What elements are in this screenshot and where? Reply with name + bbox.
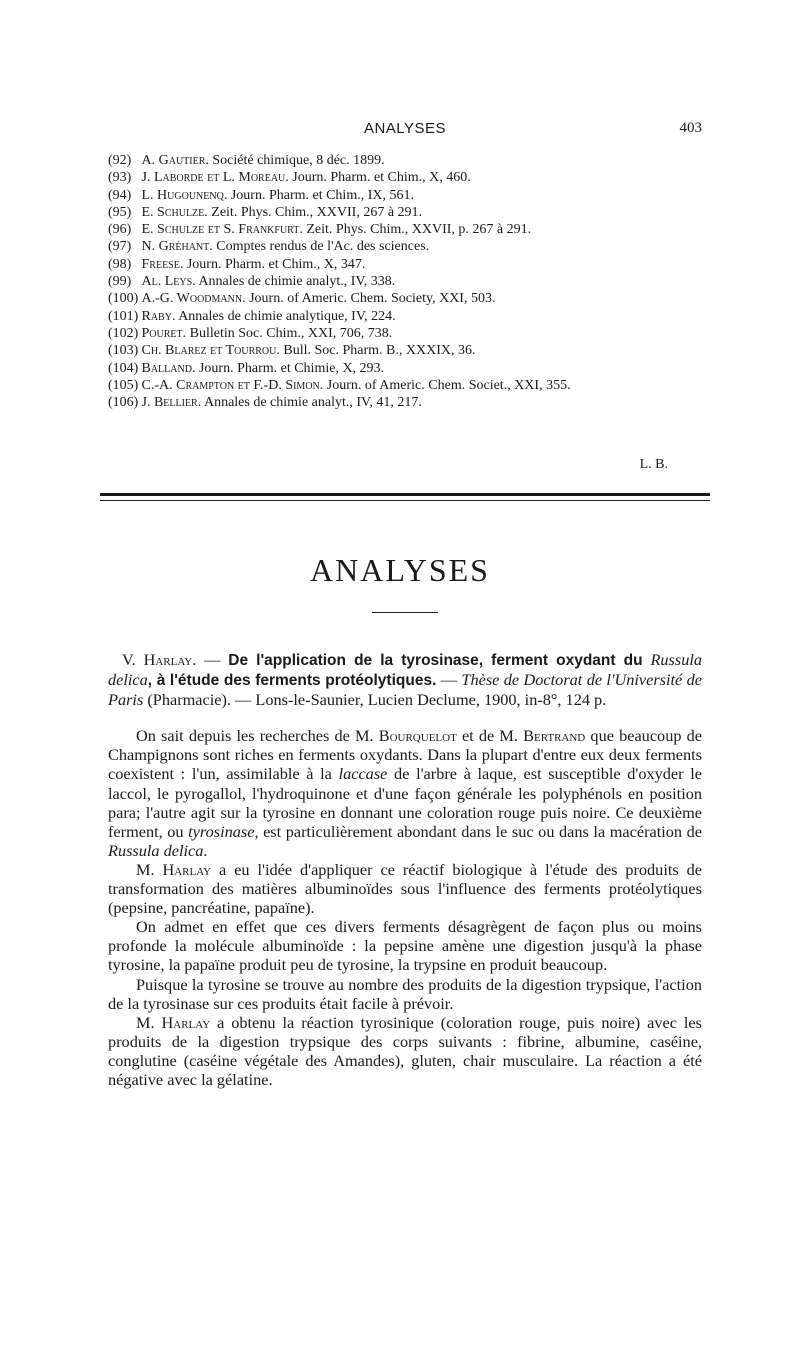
reference-item [108, 238, 702, 255]
title-underline [372, 612, 438, 613]
reference-number: (106) [108, 395, 139, 411]
reference-text: Zeit. Phys. Chim., XXVII, p. 267 à 291. [306, 222, 532, 238]
reference-item [108, 360, 702, 377]
reference-number: (93) [108, 170, 132, 186]
reference-number: (102) [108, 325, 139, 341]
reference-author: N. Gréhant. [141, 239, 213, 255]
entry-author: V. Harlay. [122, 650, 197, 669]
reference-item [108, 187, 702, 204]
reference-item [108, 273, 702, 290]
reference-text: Annales de chimie analyt., IV, 41, 217. [203, 395, 422, 411]
text-run: . [203, 840, 208, 860]
reference-author: Pouret. [141, 325, 187, 341]
reference-author: L. Hugounenq. [141, 187, 228, 203]
reference-item [108, 169, 702, 186]
text-run: a eu l'idée d'appliquer ce réactif biologique à l'étude des produits de transformation des matières albuminoïdes sous l'influence des ferments protéolytiques (pepsine, pancréatine, papaïne). [108, 859, 702, 918]
reference-item [108, 308, 702, 325]
section-title: ANALYSES [310, 552, 490, 588]
reference-number: (101) [108, 308, 139, 324]
reference-author: Freese. [141, 256, 184, 272]
reference-author: J. Laborde et L. Moreau. [141, 170, 289, 186]
text-run: que beaucoup de Champignons sont riches en ferments oxydants. Dans la plupart d'entre eux deux ferments coexistent : l'un, assimilable à la [108, 726, 702, 784]
reference-number: (105) [108, 377, 139, 393]
reference-text: Journ. Pharm. et Chim., X, 347. [186, 256, 366, 272]
text-run: a obtenu la réaction tyrosinique (coloration rouge, puis noire) avec les produits de la digestion trypsique des corps suivants : fibrine, albumine, caséine, conglutine (caséine végétale des Amandes), gluten, chair musculaire. La réaction a été négative avec la gélatine. [108, 1012, 702, 1089]
reference-author: J. Bellier. [141, 395, 202, 411]
italic-term: laccase [338, 764, 388, 784]
reference-item [108, 290, 702, 307]
section-divider-thin [100, 500, 710, 501]
paragraph [108, 1013, 702, 1089]
reference-text: Annales de chimie analyt., IV, 338. [198, 274, 396, 290]
reference-text: Journ. Pharm. et Chim., IX, 561. [230, 187, 414, 203]
reference-text: Journ. Pharm. et Chimie, X, 293. [198, 360, 385, 376]
reference-number: (99) [108, 274, 132, 290]
reference-item [108, 325, 702, 342]
person-name: Harlay [162, 859, 212, 879]
section-divider-thick [100, 493, 710, 496]
reference-item [108, 204, 702, 221]
reference-number: (100) [108, 291, 139, 307]
reference-text: Comptes rendus de l'Ac. des sciences. [216, 239, 430, 255]
reference-text: Bulletin Soc. Chim., XXI, 706, 738. [189, 325, 393, 341]
reference-text: Bull. Soc. Pharm. B., XXXIX, 36. [283, 343, 476, 359]
reference-number: (98) [108, 256, 132, 272]
reference-item [108, 342, 702, 359]
text-run: M. [136, 859, 163, 879]
reference-author: C.-A. Crampton et F.-D. Simon. [141, 377, 324, 393]
reference-number: (96) [108, 222, 132, 238]
reference-author: E. Schulze. [141, 204, 208, 220]
paragraph [108, 860, 702, 917]
entry-thesis: Thèse de Doctorat de l'Université de Paris [108, 670, 703, 710]
paragraph: Puisque la tyrosine se trouve au nombre des produits de la digestion trypsique, l'action de la tyrosinase sur ces produits était facile à prévoir. [108, 974, 702, 1013]
reference-item [108, 152, 702, 169]
reference-item [108, 377, 702, 394]
entry-details: (Pharmacie). — Lons-le-Saunier, Lucien Declume, 1900, in-8°, 124 p. [143, 690, 607, 710]
reference-item [108, 221, 702, 238]
reference-author: Ch. Blarez et Tourrou. [141, 343, 280, 359]
italic-term: tyrosinase [188, 821, 255, 841]
reference-author: Al. Leys. [141, 274, 196, 290]
article-body [108, 650, 702, 1089]
text-run: M. [136, 1012, 162, 1032]
running-head [108, 120, 702, 142]
reference-text: Annales de chimie analytique, IV, 224. [178, 308, 396, 324]
person-name: Harlay [161, 1012, 211, 1032]
person-name: Bourquelot [378, 726, 457, 746]
reference-author: A.-G. Woodmann. [141, 291, 246, 307]
entry-title-part2: , à l'étude des ferments protéolytiques. [147, 672, 437, 690]
entry-dash: — [196, 650, 229, 669]
reference-number: (92) [108, 153, 132, 168]
reference-number: (104) [108, 360, 139, 376]
text-run: et de M. [456, 726, 524, 746]
entry-dash: — [436, 670, 462, 690]
reference-number: (94) [108, 187, 132, 203]
text-run: de l'arbre à laque, est susceptible d'oxyder le laccol, le pyrogallol, l'hydroquinone et d'une façon générale les polyphénols en position para; l'autre agit sur la tyrosine en donnant une coloration rouge puis noire. Ce deuxième ferment, ou [108, 764, 702, 841]
entry-title-part1: De l'application de la tyrosinase, ferment oxydant du [228, 652, 643, 669]
reference-item [108, 256, 702, 273]
running-head-title: ANALYSES [363, 120, 447, 137]
page-number: 403 [679, 120, 702, 136]
signature: L. B. [639, 457, 668, 472]
paragraph: On admet en effet que ces divers ferments désagrègent de façon plus ou moins profonde la molécule albuminoïde : la pepsine amène une digestion jusqu'à la phase tyrosine, la papaïne produit peu de tyrosine, la trypsine en produit beaucoup. [108, 917, 702, 975]
paragraph [108, 726, 702, 860]
reference-number: (103) [108, 343, 139, 359]
reference-text: Société chimique, 8 déc. 1899. [212, 153, 385, 168]
reference-text: Journ. of Americ. Chem. Societ., XXI, 355. [326, 377, 571, 393]
reference-number: (95) [108, 204, 132, 220]
reference-text: Journ. Pharm. et Chim., X, 460. [292, 170, 471, 186]
text-run: On sait depuis les recherches de M. [136, 726, 379, 746]
text-run: , est particulièrement abondant dans le suc ou dans la macération de [254, 821, 702, 841]
reference-author: Balland. [141, 360, 196, 376]
person-name: Bertrand [523, 726, 586, 746]
reference-item [108, 394, 702, 411]
entry-species: Russula delica [108, 650, 703, 690]
reference-author: E. Schulze et S. Frankfurt. [141, 222, 303, 238]
reference-text: Zeit. Phys. Chim., XXVII, 267 à 291. [211, 204, 423, 220]
reference-text: Journ. of Americ. Chem. Society, XXI, 503. [249, 291, 496, 307]
reference-author: A. Gautier. [141, 153, 209, 168]
reference-list [108, 152, 702, 411]
bibliographic-heading [108, 650, 702, 709]
reference-author: Raby. [141, 308, 176, 324]
reference-number: (97) [108, 239, 132, 255]
italic-term: Russula delica [108, 840, 204, 860]
